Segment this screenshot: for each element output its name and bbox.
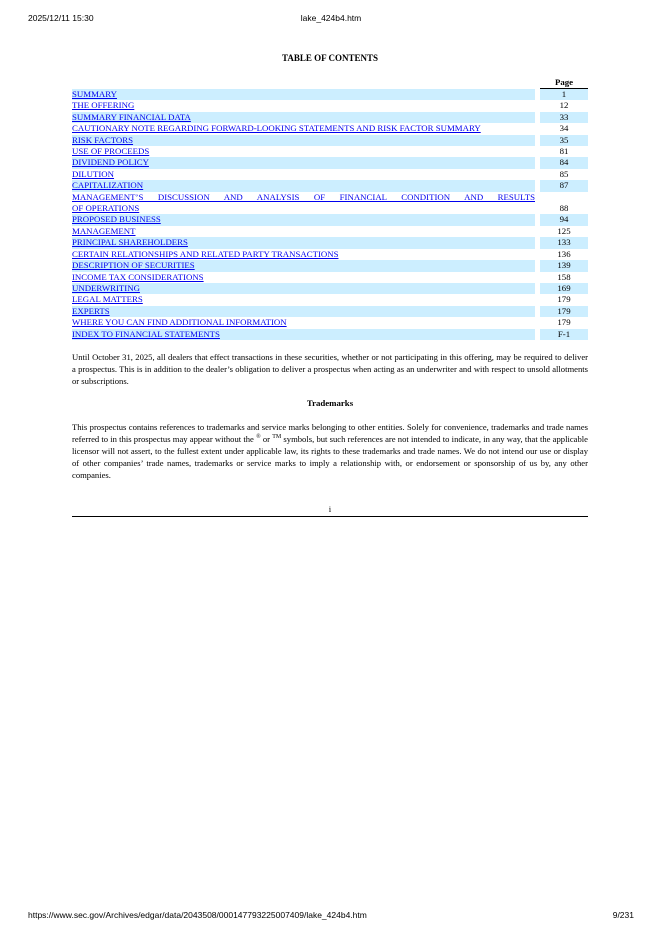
page-number: i (328, 504, 332, 514)
toc-link-financial-statements-index[interactable]: INDEX TO FINANCIAL STATEMENTS (72, 328, 220, 339)
toc-page-number: 179 (540, 306, 588, 317)
toc-page-number: 12 (559, 100, 569, 111)
print-header (0, 13, 662, 25)
toc-row (72, 169, 588, 180)
toc-row (72, 329, 588, 340)
toc-page-number: 88 (559, 203, 569, 214)
toc-row (72, 89, 588, 100)
toc-link-income-tax-considerations[interactable]: INCOME TAX CONSIDERATIONS (72, 271, 204, 282)
toc-row (72, 100, 588, 111)
toc-link-proposed-business[interactable]: PROPOSED BUSINESS (72, 214, 161, 225)
toc-link-risk-factors[interactable]: RISK FACTORS (72, 134, 134, 145)
print-footer (0, 910, 662, 922)
toc-row (72, 283, 588, 294)
toc-page-column-header: Page (540, 77, 588, 89)
toc-page-number: 87 (540, 180, 588, 191)
toc-title: TABLE OF CONTENTS (281, 53, 379, 63)
trademarks-text-end: symbols, but such references are not intended to indicate, in any way, that the applicable licensor will not assert, to the fullest extent under applicable law, its rights to these trademarks and trade names. We do not intend our use or display of other companies’ trade names, trademarks or service marks to imply a relationship with, or endorsement or sponsorship of us by, any other companies. (72, 434, 588, 480)
toc-link-underwriting[interactable]: UNDERWRITING (72, 282, 140, 293)
toc-link-the-offering[interactable]: THE OFFERING (72, 100, 135, 111)
toc-row (72, 260, 588, 271)
toc-page-number: 139 (540, 260, 588, 271)
toc-row (72, 157, 588, 168)
toc-page-number: 179 (557, 317, 571, 328)
toc-page-number: 136 (557, 248, 571, 259)
toc-link-summary-financial-data[interactable]: SUMMARY FINANCIAL DATA (72, 111, 191, 122)
toc-table (72, 89, 588, 340)
toc-page-number: F-1 (540, 329, 588, 340)
toc-link-experts[interactable]: EXPERTS (72, 305, 110, 316)
toc-page-number: 179 (557, 294, 571, 305)
toc-row (72, 214, 588, 225)
trademark-symbol: TM (272, 434, 282, 441)
toc-link-cautionary-note[interactable]: CAUTIONARY NOTE REGARDING FORWARD-LOOKING STATEMENTS AND RISK FACTOR SUMMARY (72, 123, 481, 134)
trademarks-paragraph (72, 421, 588, 481)
toc-row (72, 192, 588, 215)
toc-row (72, 135, 588, 146)
toc-link-principal-shareholders[interactable]: PRINCIPAL SHAREHOLDERS (72, 237, 188, 248)
toc-link-management[interactable]: MANAGEMENT (72, 225, 136, 236)
toc-page-number: 133 (540, 237, 588, 248)
toc-page-number: 1 (540, 89, 588, 100)
print-doc-title: lake_424b4.htm (300, 13, 362, 23)
print-datetime: 2025/12/11 15:30 (28, 13, 94, 23)
toc-row (72, 317, 588, 328)
toc-link-dilution[interactable]: DILUTION (72, 168, 115, 179)
toc-link-legal-matters[interactable]: LEGAL MATTERS (72, 294, 143, 305)
toc-row (72, 237, 588, 248)
toc-row (72, 112, 588, 123)
registered-symbol: ® (256, 434, 261, 441)
toc-row (72, 249, 588, 260)
toc-link-additional-information[interactable]: WHERE YOU CAN FIND ADDITIONAL INFORMATION (72, 317, 287, 328)
dealer-prospectus-notice: Until October 31, 2025, all dealers that effect transactions in these securities, whether or not participating in this offering, may be required to deliver a prospectus. This is in addition to the dealer’s obligation to deliver a prospectus when acting as an underwriter and with respect to unsold allotments or subscriptions. (72, 352, 588, 386)
toc-page-number: 158 (557, 271, 571, 282)
toc-link-summary[interactable]: SUMMARY (72, 89, 117, 99)
print-page-count: 9/231 (612, 910, 634, 920)
trademarks-heading: Trademarks (306, 398, 354, 408)
print-source-url: https://www.sec.gov/Archives/edgar/data/2043508/000147793225007409/lake_424b4.htm (28, 910, 367, 920)
toc-page-number: 33 (540, 112, 588, 123)
toc-link-use-of-proceeds[interactable]: USE OF PROCEEDS (72, 146, 150, 157)
toc-link-mdna[interactable]: MANAGEMENT’S DISCUSSION AND ANALYSIS OF FINANCIAL CONDITION AND RESULTS (72, 191, 535, 202)
toc-page-number: 85 (559, 168, 569, 179)
toc-link-capitalization[interactable]: CAPITALIZATION (72, 180, 144, 191)
page-bottom-rule (72, 516, 588, 517)
toc-link-description-of-securities[interactable]: DESCRIPTION OF SECURITIES (72, 260, 195, 271)
toc-page-number: 169 (540, 283, 588, 294)
toc-row (72, 306, 588, 317)
toc-row (72, 272, 588, 283)
toc-row (72, 123, 588, 134)
toc-link-related-party-transactions[interactable]: CERTAIN RELATIONSHIPS AND RELATED PARTY TRANSACTIONS (72, 248, 339, 259)
toc-page-number: 35 (540, 135, 588, 146)
toc-page-number: 84 (540, 157, 588, 168)
toc-row (72, 146, 588, 157)
toc-page-number: 125 (557, 225, 571, 236)
toc-link-dividend-policy[interactable]: DIVIDEND POLICY (72, 157, 149, 168)
toc-page-number: 94 (540, 214, 588, 225)
toc-link-mdna-continued[interactable]: OF OPERATIONS (72, 203, 140, 214)
toc-page-number: 34 (559, 123, 569, 134)
toc-row (72, 180, 588, 191)
toc-row (72, 226, 588, 237)
toc-row (72, 294, 588, 305)
trademarks-text-or: or (260, 434, 273, 444)
toc-page-number: 81 (559, 146, 569, 157)
trademarks-text-start: This prospectus contains references to trademarks and service marks belonging to other entities. Solely for convenience, trademarks and trade names referred to in this prospectus may appear without the (72, 422, 588, 444)
